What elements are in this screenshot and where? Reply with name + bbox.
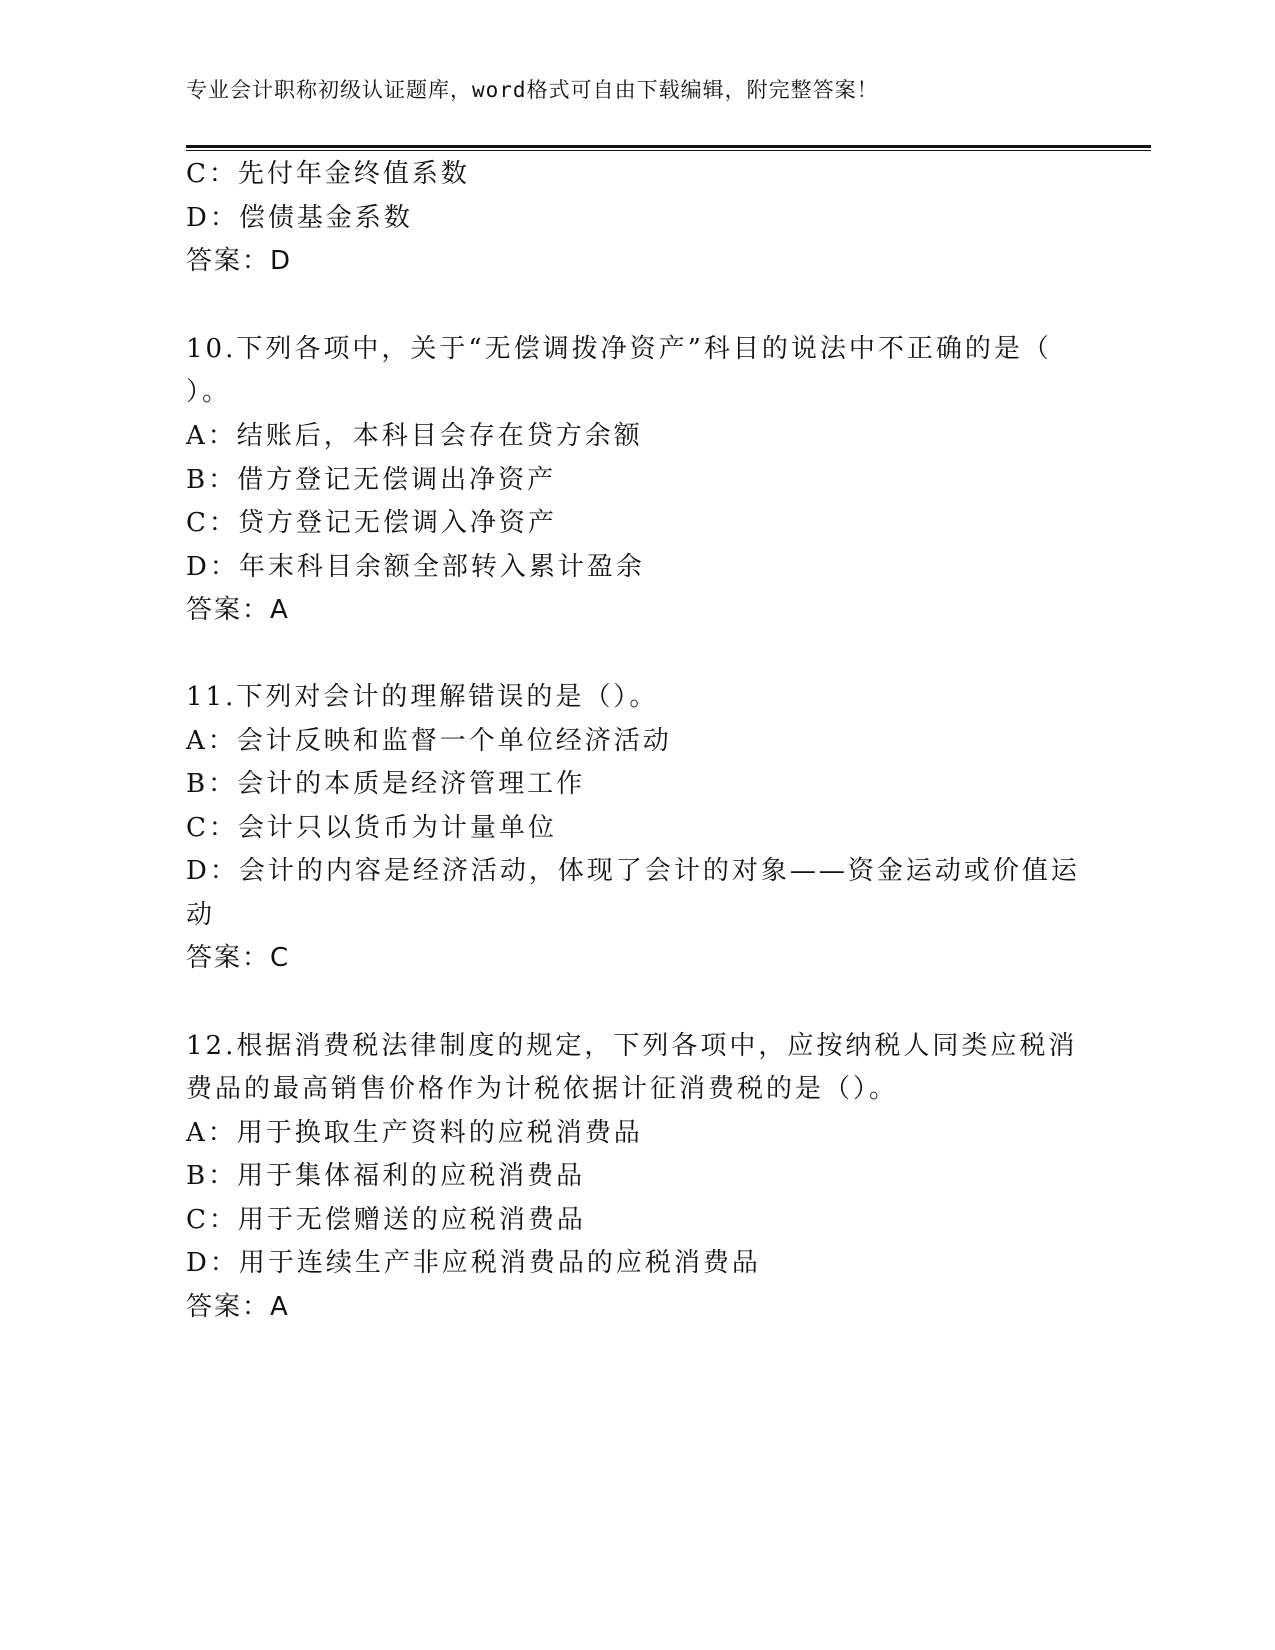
q11-option-b: B：会计的本质是经济管理工作 (186, 769, 586, 799)
q10-stem-line2: ）。 (186, 377, 232, 407)
q11-option-a: A：会计反映和监督一个单位经济活动 (186, 726, 672, 756)
q12-option-b: B：用于集体福利的应税消费品 (186, 1161, 586, 1191)
q12-answer: 答案：A (186, 1292, 290, 1322)
page-header: 专业会计职称初级认证题库，word格式可自由下载编辑，附完整答案！ (186, 78, 879, 102)
q11-option-d-line2: 动 (186, 900, 216, 930)
q12-stem-line1: 12.根据消费税法律制度的规定，下列各项中，应按纳税人同类应税消 (186, 1031, 1078, 1061)
q11-answer: 答案：C (186, 943, 291, 973)
q12-option-d: D：用于连续生产非应税消费品的应税消费品 (186, 1248, 761, 1278)
q10-option-c: C：贷方登记无偿调入净资产 (186, 508, 557, 538)
header-rule-thick (186, 145, 1151, 148)
header-rule-thin (186, 150, 1151, 151)
q11-option-d-line1: D：会计的内容是经济活动，体现了会计的对象——资金运动或价值运 (186, 856, 1080, 886)
q10-stem-line1: 10.下列各项中，关于“无偿调拨净资产”科目的说法中不正确的是（ (186, 334, 1052, 364)
q11-stem-line1: 11.下列对会计的理解错误的是（）。 (186, 682, 659, 712)
prev-option-d: D：偿债基金系数 (186, 203, 413, 233)
q10-option-d: D：年末科目余额全部转入累计盈余 (186, 552, 645, 582)
q10-answer: 答案：A (186, 595, 290, 625)
prev-answer: 答案：D (186, 246, 293, 276)
prev-option-c: C：先付年金终值系数 (186, 159, 470, 189)
q12-option-a: A：用于换取生产资料的应税消费品 (186, 1118, 643, 1148)
q12-option-c: C：用于无偿赠送的应税消费品 (186, 1205, 586, 1235)
q10-option-a: A：结账后，本科目会存在贷方余额 (186, 421, 643, 451)
q11-option-c: C：会计只以货币为计量单位 (186, 813, 557, 843)
q10-option-b: B：借方登记无偿调出净资产 (186, 465, 557, 495)
q12-stem-line2: 费品的最高销售价格作为计税依据计征消费税的是（）。 (186, 1074, 899, 1104)
